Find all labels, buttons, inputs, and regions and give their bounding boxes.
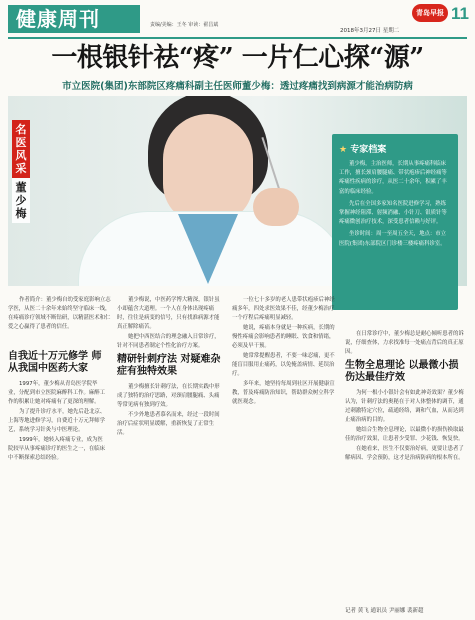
photo-label bbox=[12, 120, 30, 223]
body-paragraph: 她常常提醒患者，不要一味忍痛，更不能盲目服用止痛药，以免掩盖病情、延误治疗。 bbox=[232, 353, 335, 377]
expert-card-text: 先后在全国多家知名医院进修学习，熟练掌握神经阻滞、射频消融、小针刀、银质针等疼痛微创治疗技术，深受患者信赖与好评。 bbox=[339, 200, 447, 226]
body-paragraph: 多年来，她坚持每周到社区开展健康宣教，普及疼痛防治知识，帮助群众树立科学就医观念。 bbox=[232, 381, 335, 405]
body-paragraph: 1999年，她转入疼痛专业，成为医院较早从事疼痛诊疗的医生之一，在临床中不断探索总结经验。 bbox=[8, 437, 106, 461]
article-column-2 bbox=[117, 296, 223, 439]
article-column-3 bbox=[232, 296, 335, 408]
body-paragraph: 在日常诊疗中，董少梅总是耐心倾听患者的诉说，仔细查体，力求找准每一处痛点背后的真正原因。 bbox=[345, 331, 464, 355]
body-paragraph: 她把中西医结合的理念融入日常诊疗，针对不同患者制定个性化治疗方案。 bbox=[117, 334, 220, 349]
issue-date: 2018年3月27日 星期二 bbox=[340, 28, 400, 34]
body-paragraph: 一位七十多岁的老人患带状疱疹后神经痛多年，四处求医效果不佳，经董少梅治疗一个疗程后疼痛明显减轻。 bbox=[232, 297, 335, 321]
expert-card-text: 坐诊时间：周一至周五全天，地点：市立医院(集团)东部院区门诊楼三楼疼痛科诊室。 bbox=[339, 231, 447, 247]
section-heading: 生物全息理论 以最微小损伤达最佳疗效 bbox=[345, 360, 459, 383]
body-paragraph: 为了提升诊疗水平，她先后赴北京、上海等地进修学习，自费近十万元拜师学艺，系统学习针灸与中医理论。 bbox=[8, 409, 106, 433]
photo-label-name: 董少梅 bbox=[12, 178, 30, 223]
expert-card-title: ★ 专家档案 bbox=[339, 145, 387, 155]
article-column-1 bbox=[8, 348, 108, 464]
body-paragraph: 在她看来，医生不仅要治好病，更要让患者了解病因、学会预防，这才是治病防病的根本所在。 bbox=[345, 446, 464, 461]
newspaper-logo: 青岛早报 bbox=[412, 4, 448, 22]
section-heading: 精研针刺疗法 对疑难杂症有独特效果 bbox=[117, 354, 221, 377]
photo-label-category: 名医风采 bbox=[12, 120, 30, 178]
masthead bbox=[0, 0, 475, 36]
editor-credits: 责编/美编：王冬 审读：翟昌斌 bbox=[150, 22, 219, 28]
byline: 记者 黄飞 通讯员 尹丽娜 裴新超 bbox=[345, 608, 424, 614]
header-divider bbox=[8, 37, 467, 39]
page-number: 11 bbox=[451, 4, 469, 23]
star-icon: ★ bbox=[339, 145, 348, 155]
body-paragraph: 她结合生物全息理论，以最微小的损伤换取最佳的治疗效果，让患者少受罪、少花钱、恢复快。 bbox=[345, 427, 464, 442]
article-column-4 bbox=[345, 330, 467, 464]
body-paragraph: 董少梅擅长针刺疗法，在长期实践中形成了独特的治疗思路，对颈肩腰腿痛、头痛等常见病有独到疗效。 bbox=[117, 384, 220, 408]
intro-paragraph: 作者简介：董少梅自幼受家庭影响立志学医，从医二十余年来始终坚守临床一线，在疼痛诊疗领域不断钻研，以精湛医术和仁爱之心赢得了患者的信任。 bbox=[8, 297, 111, 330]
body-paragraph: 董少梅说，中医药学博大精深，银针虽小却蕴含大道理。一个人在身体出现疼痛时，往往是病变的信号，只有找准病源才能真正解除痛苦。 bbox=[117, 297, 220, 330]
section-heading: 自我近十万元修学 师从我国中医药大家 bbox=[8, 351, 102, 374]
body-paragraph: 1997年，董少梅从青岛医学院毕业，分配到市立医院麻醉科工作。麻醉工作的积累让她对疼痛有了更深的理解。 bbox=[8, 381, 106, 405]
expert-profile-card bbox=[332, 134, 458, 310]
body-paragraph: 她说，疼痛本身就是一种疾病，长期的慢性疼痛会影响患者的睡眠、饮食和情绪，必须及早干预。 bbox=[232, 325, 335, 349]
expert-card-text: 董少梅，主治医师，长期从事疼痛科临床工作，擅长颈肩腰腿痛、带状疱疹后神经痛等疼痛性疾病的诊疗，从医二十余年，积累了丰富的临床经验。 bbox=[339, 161, 447, 195]
headline: 一根银针祛“疼” 一片仁心探“源” bbox=[51, 43, 424, 73]
body-paragraph: 不少外地患者慕名而来，经过一段时间治疗后症状明显缓解，重新恢复了正常生活。 bbox=[117, 412, 220, 436]
section-title: 健康周刊 bbox=[8, 5, 140, 33]
body-paragraph: 为何一根小小银针会有如此神奇效果？董少梅认为，针刺疗法的奥秘在于对人体整体的调节，通过刺激特定穴位，疏通经络，调和气血，从而达到止痛治病的目的。 bbox=[345, 390, 464, 423]
subheadline: 市立医院(集团)东部院区疼痛科副主任医师董少梅：透过疼痛找到病源才能治病防病 bbox=[62, 81, 413, 92]
